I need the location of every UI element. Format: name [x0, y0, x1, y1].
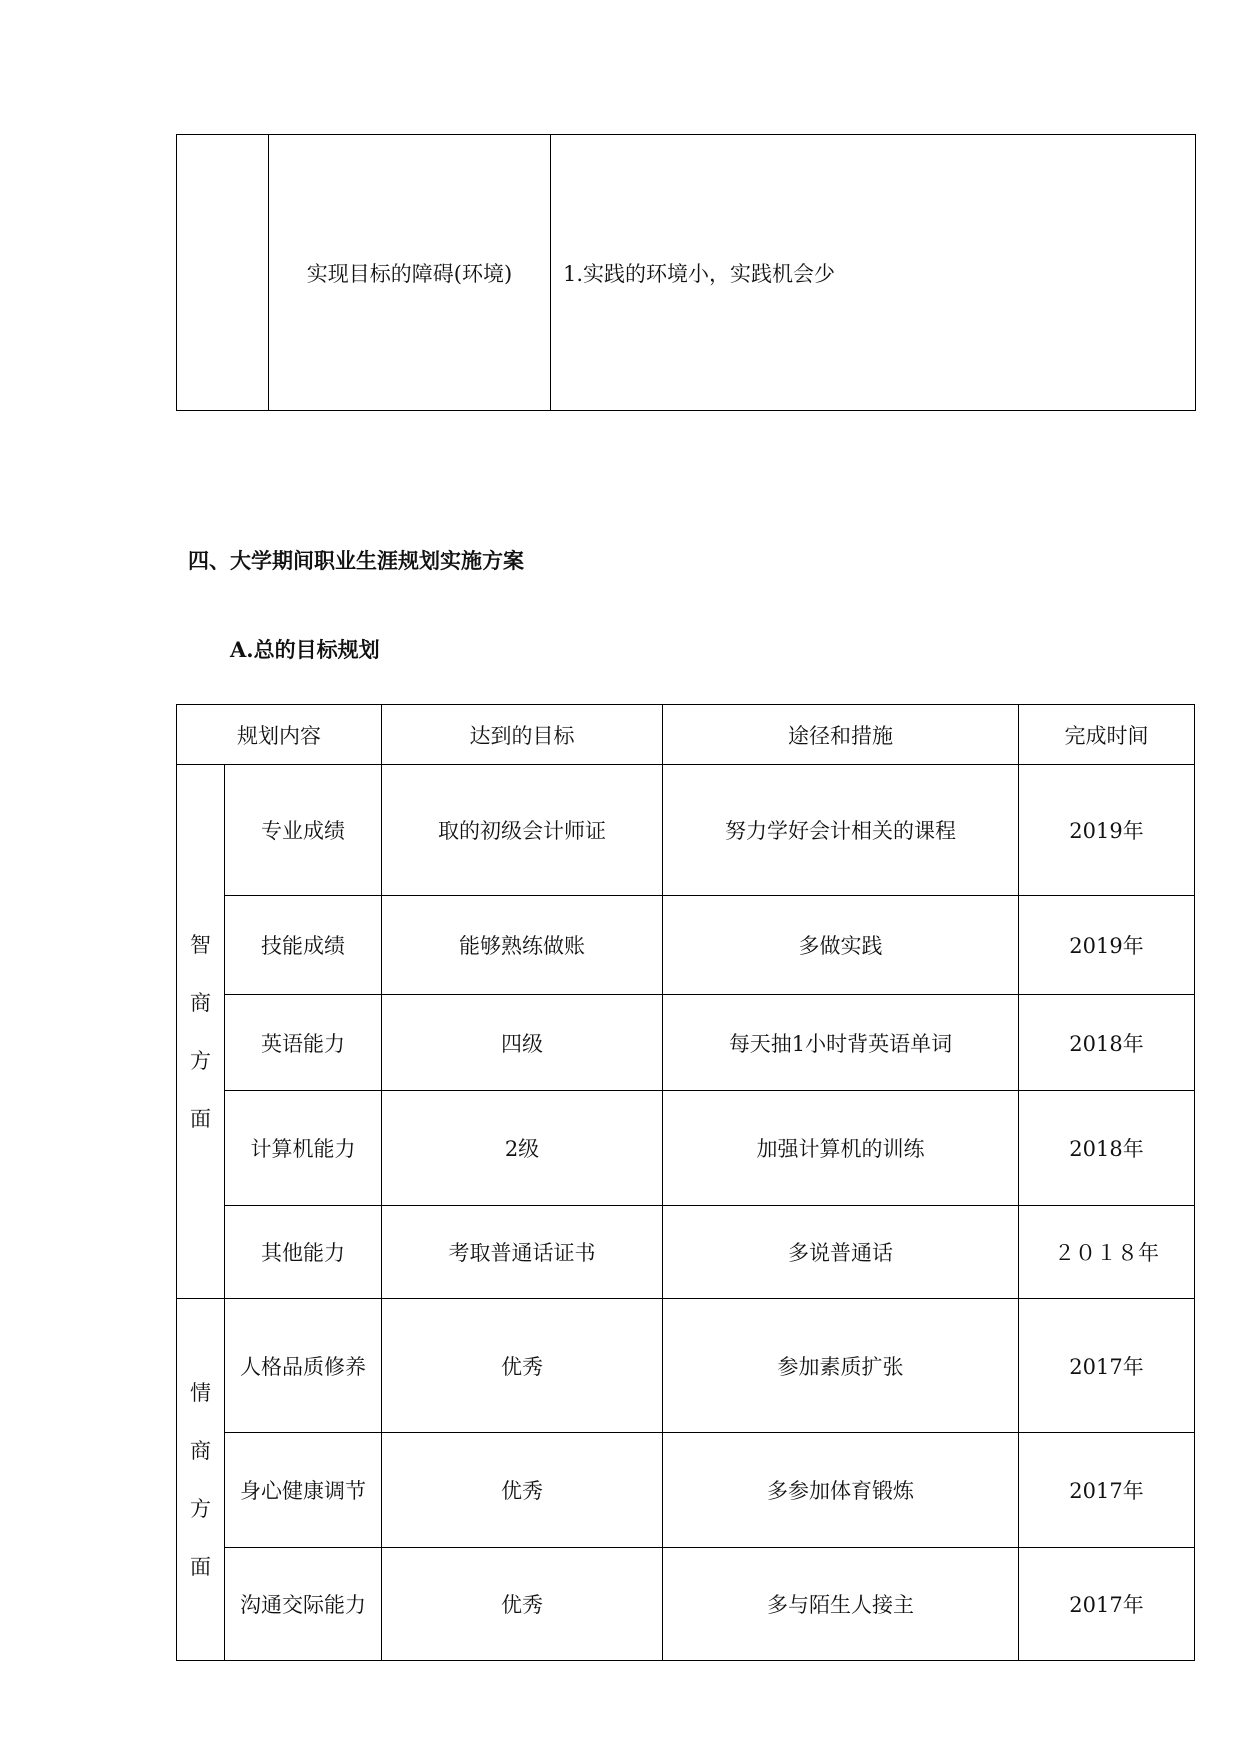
goal-cell: 优秀 [382, 1299, 663, 1433]
table-row [177, 1433, 1195, 1548]
goal-cell: 2级 [382, 1091, 663, 1206]
header-cell: 达到的目标 [382, 705, 663, 765]
obstacle-label: 实现目标的障碍(环境) [269, 135, 551, 411]
item-cell: 沟通交际能力 [225, 1548, 382, 1661]
time-cell: 2017年 [1019, 1299, 1195, 1433]
goal-cell: 四级 [382, 995, 663, 1091]
time-cell: 2017年 [1019, 1433, 1195, 1548]
time-cell: 2017年 [1019, 1548, 1195, 1661]
item-cell: 计算机能力 [225, 1091, 382, 1206]
table-row [177, 896, 1195, 995]
item-cell: 身心健康调节 [225, 1433, 382, 1548]
method-cell: 加强计算机的训练 [663, 1091, 1019, 1206]
method-cell: 多说普通话 [663, 1206, 1019, 1299]
subsection-title: A.总的目标规划 [230, 637, 380, 662]
goal-cell: 优秀 [382, 1548, 663, 1661]
goal-cell: 优秀 [382, 1433, 663, 1548]
method-cell: 参加素质扩张 [663, 1299, 1019, 1433]
time-cell: 2018年 [1019, 995, 1195, 1091]
obstacle-content: 1.实践的环境小，实践机会少 [551, 135, 1196, 411]
section-title: 四、大学期间职业生涯规划实施方案 [188, 548, 524, 573]
time-cell: ２０１８年 [1019, 1206, 1195, 1299]
method-cell: 每天抽1小时背英语单词 [663, 995, 1019, 1091]
time-cell: 2018年 [1019, 1091, 1195, 1206]
item-cell: 专业成绩 [225, 765, 382, 896]
group-label: 智 商 方 面 [177, 765, 225, 1299]
header-cell: 完成时间 [1019, 705, 1195, 765]
table-row [177, 1299, 1195, 1433]
header-cell: 途径和措施 [663, 705, 1019, 765]
header-cell: 规划内容 [177, 705, 382, 765]
goal-cell: 能够熟练做账 [382, 896, 663, 995]
method-cell: 多做实践 [663, 896, 1019, 995]
goal-cell: 取的初级会计师证 [382, 765, 663, 896]
time-cell: 2019年 [1019, 896, 1195, 995]
item-cell: 其他能力 [225, 1206, 382, 1299]
time-cell: 2019年 [1019, 765, 1195, 896]
method-cell: 努力学好会计相关的课程 [663, 765, 1019, 896]
table-row [177, 995, 1195, 1091]
item-cell: 技能成绩 [225, 896, 382, 995]
method-cell: 多参加体育锻炼 [663, 1433, 1019, 1548]
empty-cell [177, 135, 269, 411]
plan-table [176, 704, 1195, 1661]
group-label: 情 商 方 面 [177, 1299, 225, 1661]
item-cell: 人格品质修养 [225, 1299, 382, 1433]
method-cell: 多与陌生人接主 [663, 1548, 1019, 1661]
table-row [177, 1206, 1195, 1299]
item-cell: 英语能力 [225, 995, 382, 1091]
table-header-row [177, 705, 1195, 765]
obstacle-table [176, 134, 1196, 411]
table-row [177, 1548, 1195, 1661]
table-row [177, 1091, 1195, 1206]
table-row [177, 765, 1195, 896]
goal-cell: 考取普通话证书 [382, 1206, 663, 1299]
